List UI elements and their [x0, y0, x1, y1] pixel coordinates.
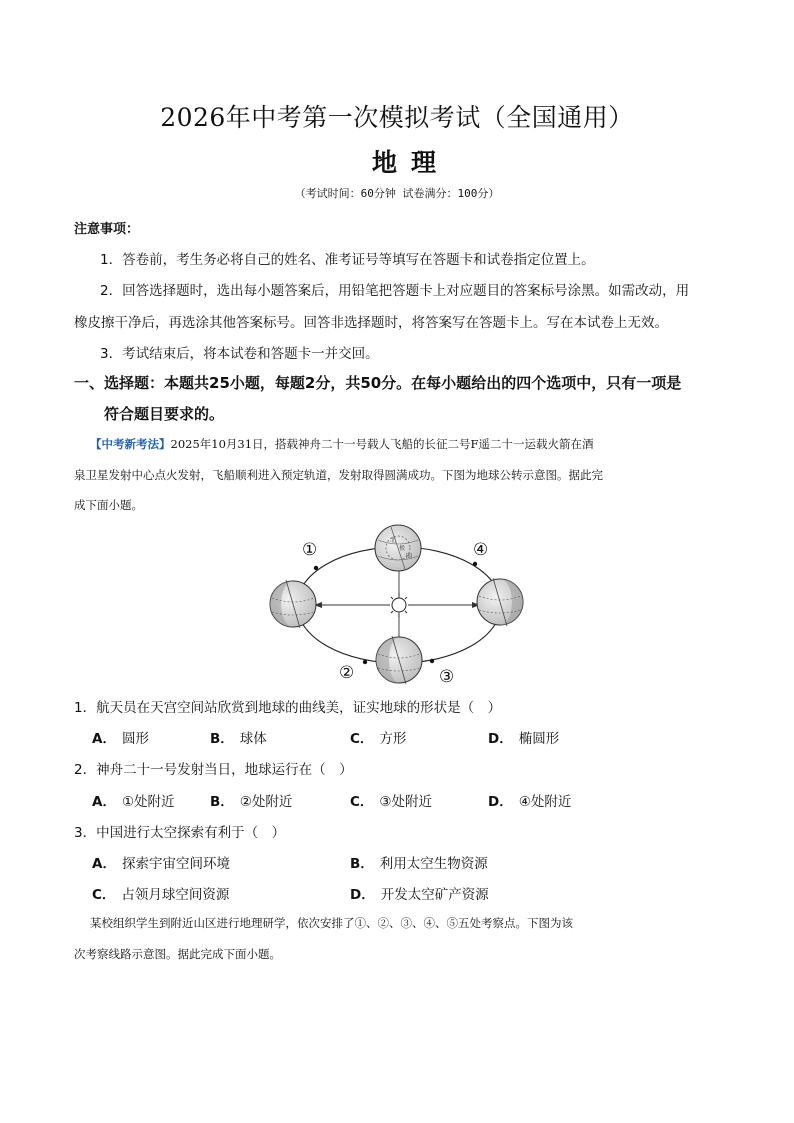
- exam-title: 2026年中考第一次模拟考试（全国通用）: [160, 103, 634, 132]
- orbit-dot-2: [363, 660, 367, 664]
- marker-2: ②: [339, 663, 355, 683]
- q2-option-d[interactable]: D． ④处附近: [488, 794, 572, 810]
- q1-option-a[interactable]: A． 圆形: [92, 731, 149, 747]
- marker-3: ③: [439, 667, 455, 687]
- context2-line-1: 某校组织学生到附近山区进行地理研学，依次安排了①、②、③、④、⑤五处考察点。下图为该: [90, 916, 573, 930]
- notice-item-2-cont: 橡皮擦干净后，再选涂其他答案标号。回答非选择题时，将答案写在答题卡上。写在本试卷上无效。: [74, 315, 668, 331]
- q3-option-d[interactable]: D． 开发太空矿产资源: [350, 887, 489, 903]
- marker-1: ①: [302, 540, 318, 560]
- subject-title: 地理: [371, 148, 450, 177]
- globe-bottom: [376, 636, 422, 684]
- context-text-1: 2025年10月31日，搭载神舟二十一号载人飞船的长征二号F遥二十一运载火箭在酒: [170, 437, 594, 451]
- orbit-dot-3: [430, 659, 434, 663]
- svg-text:极: 极: [399, 545, 406, 552]
- q3-option-a[interactable]: A． 探索宇宙空间环境: [92, 856, 230, 872]
- context-paragraph-line-3: 成下面小题。: [74, 498, 143, 512]
- context2-line-2: 次考察线路示意图。据此完成下面小题。: [74, 947, 281, 961]
- q2-option-b[interactable]: B． ②处附近: [210, 794, 293, 810]
- question-1-stem: 1．航天员在天宫空间站欣赏到地球的曲线美，证实地球的形状是（ ）: [74, 700, 502, 716]
- notice-item-3: 3．考试结束后，将本试卷和答题卡一并交回。: [100, 346, 379, 362]
- svg-text:北: 北: [390, 537, 397, 544]
- q1-option-b[interactable]: B． 球体: [210, 731, 267, 747]
- section-heading-cont: 符合题目要求的。: [104, 405, 225, 423]
- notice-heading: 注意事项：: [74, 222, 140, 237]
- globe-left: [270, 580, 316, 628]
- question-2-stem: 2．神舟二十一号发射当日，地球运行在（ ）: [74, 762, 353, 778]
- context-paragraph-line-2: 泉卫星发射中心点火发射，飞船顺利进入预定轨道，发射取得圆满成功。下图为地球公转示意图。据此完: [74, 468, 603, 482]
- section-heading: 一、选择题：本题共25小题，每题2分，共50分。在每小题给出的四个选项中，只有一项是: [74, 374, 682, 392]
- notice-item-1: 1．答卷前，考生务必将自己的姓名、准考证号等填写在答题卡和试卷指定位置上。: [100, 252, 595, 268]
- earth-revolution-diagram: [262, 518, 542, 690]
- q1-option-d[interactable]: D． 椭圆形: [488, 731, 560, 747]
- q1-option-c[interactable]: C． 方形: [350, 731, 407, 747]
- q3-option-b[interactable]: B． 利用太空生物资源: [350, 856, 488, 872]
- exam-time-info: （考试时间：60分钟 试卷满分：100分）: [294, 187, 500, 200]
- orbit-dot-1: [314, 566, 318, 570]
- q3-option-c[interactable]: C． 占领月球空间资源: [92, 887, 230, 903]
- marker-4: ④: [473, 540, 489, 560]
- globe-top: [375, 525, 421, 571]
- question-3-stem: 3．中国进行太空探索有利于（ ）: [74, 825, 286, 841]
- new-method-tag: 【中考新考法】: [90, 437, 171, 451]
- orbit-dot-4: [473, 562, 477, 566]
- globe-right: [477, 578, 523, 626]
- q2-option-c[interactable]: C． ③处附近: [350, 794, 433, 810]
- context-paragraph-line-1: [90, 436, 594, 452]
- q2-option-a[interactable]: A． ①处附近: [92, 794, 175, 810]
- notice-item-2: 2．回答选择题时，选出每小题答案后，用铅笔把答题卡上对应题目的答案标号涂黑。如需改动，用: [100, 283, 690, 299]
- svg-text:圈: 圈: [406, 553, 413, 560]
